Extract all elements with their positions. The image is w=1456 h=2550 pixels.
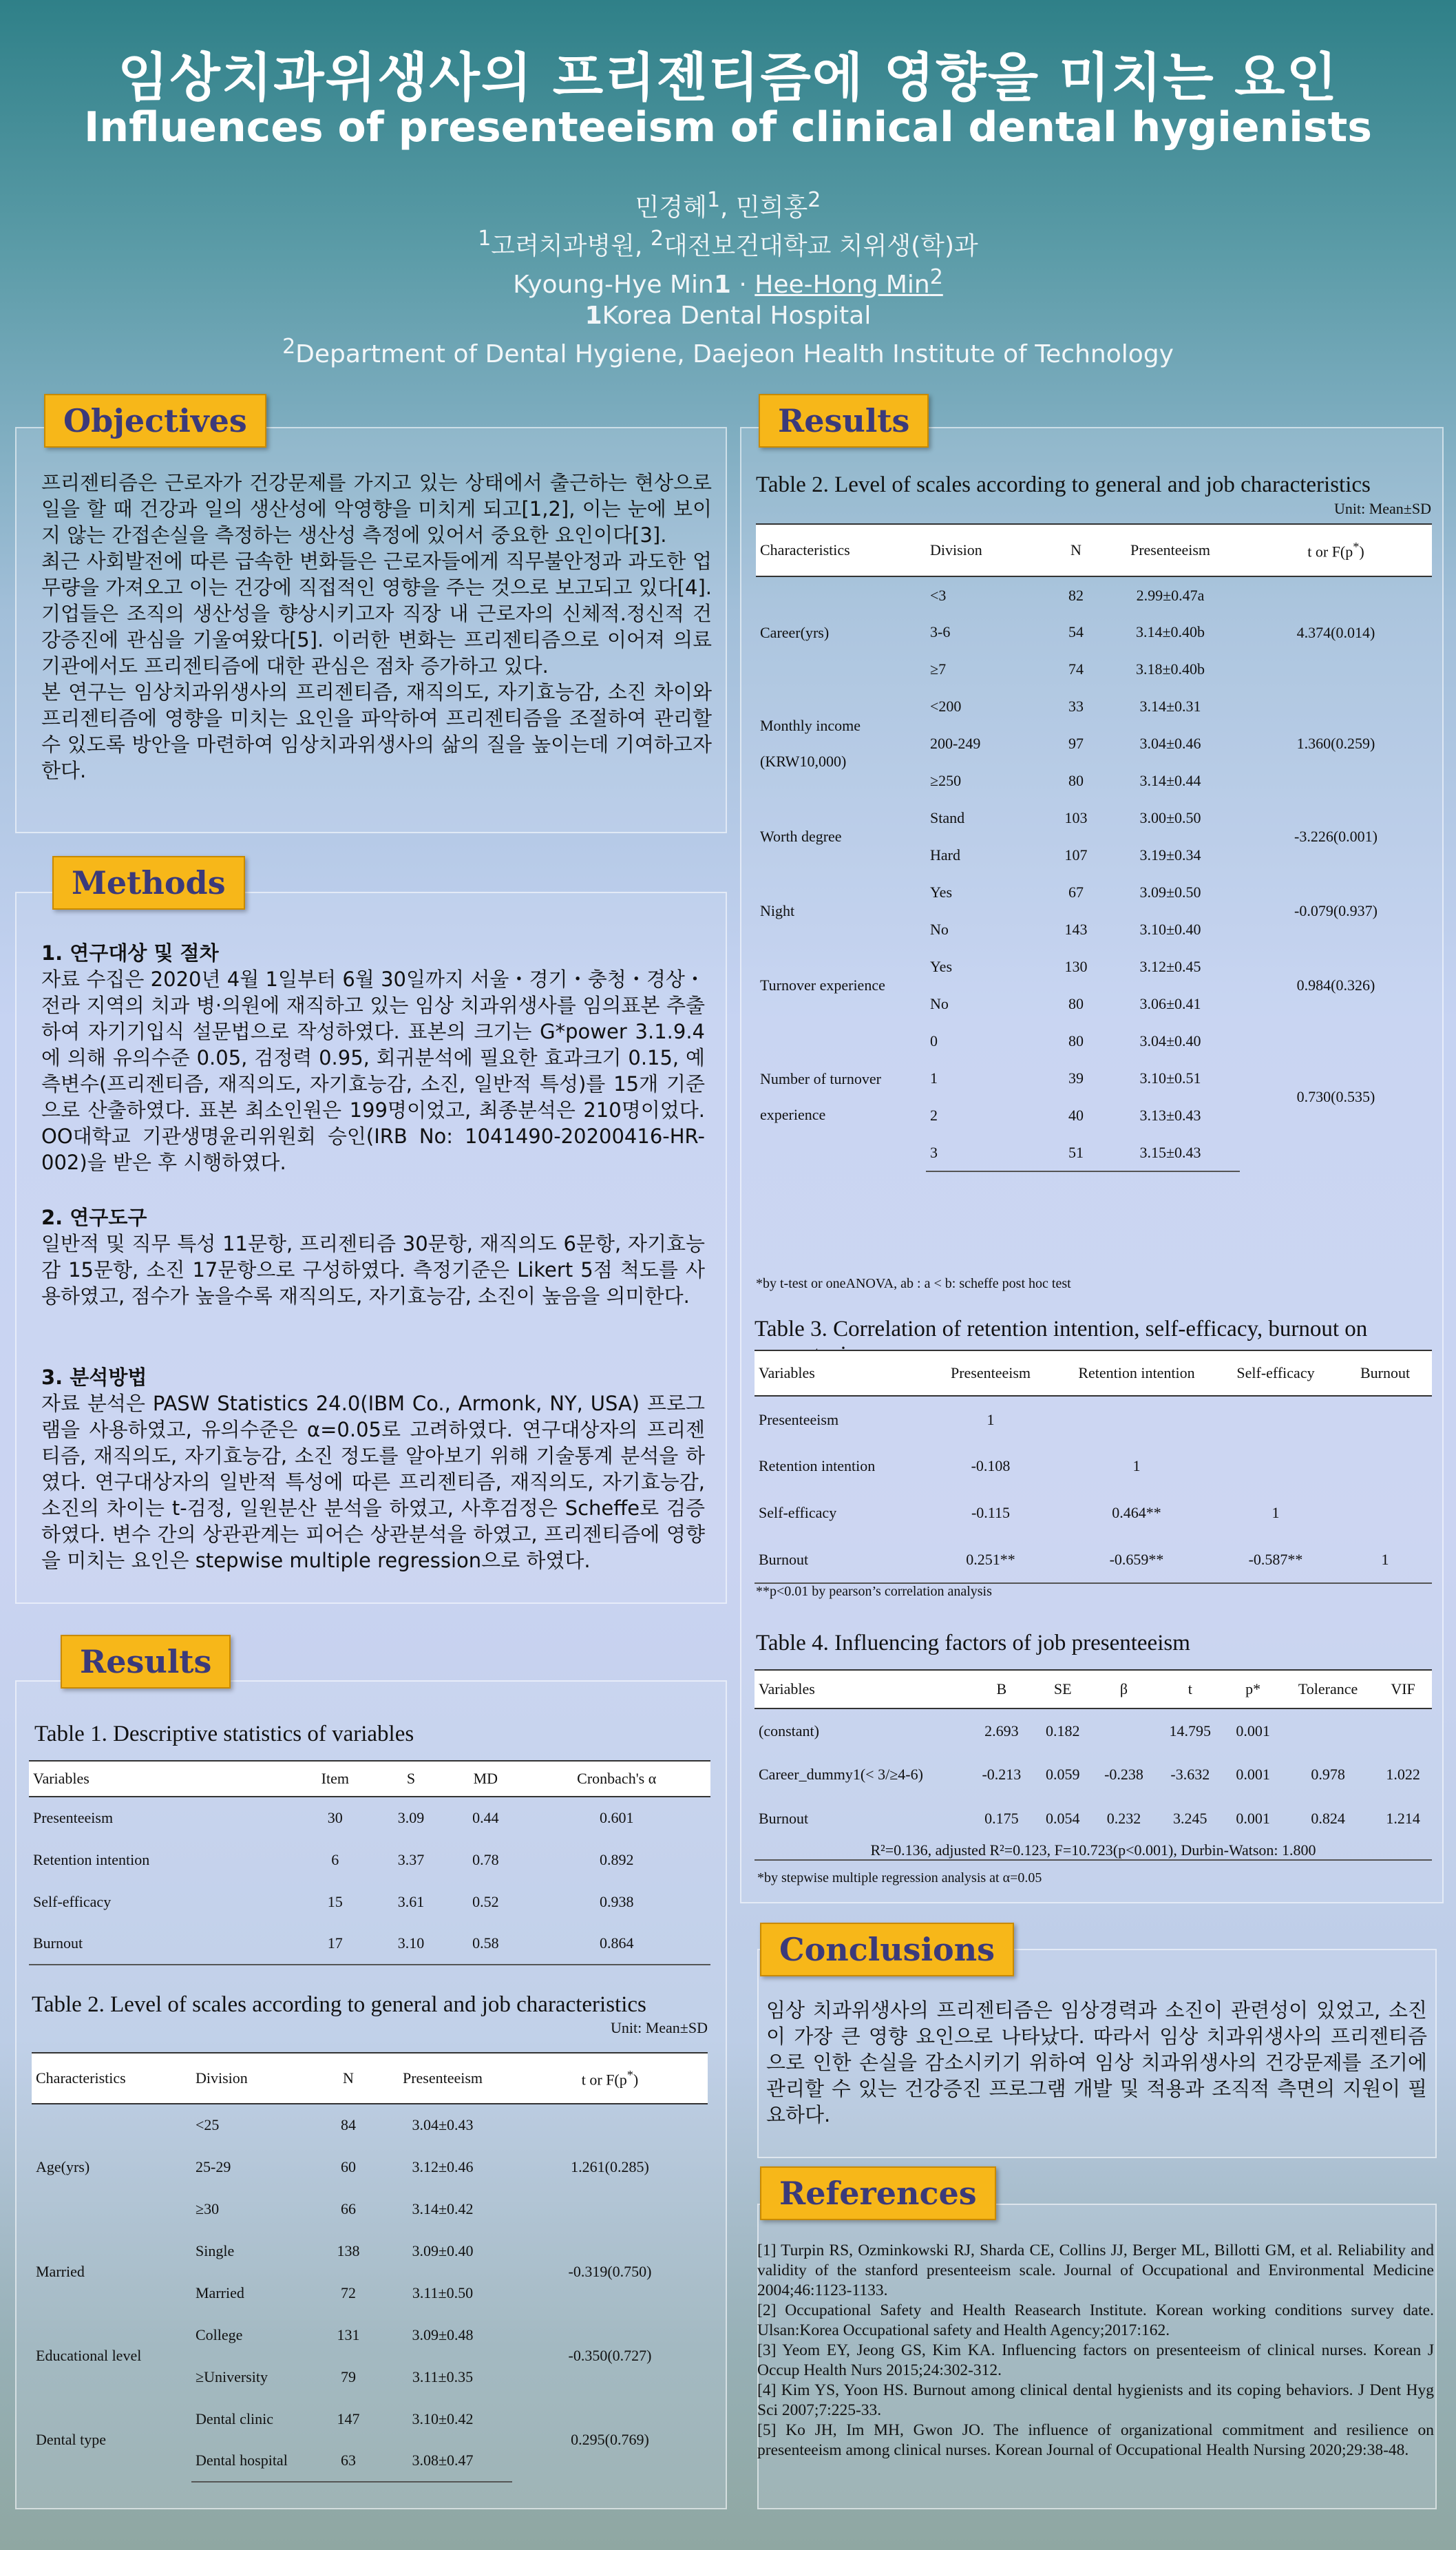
table3 — [755, 1350, 1432, 1584]
table-header-cell: Characteristics — [756, 524, 926, 576]
table-row: (constant) 2.693 0.182 14.795 0.001 — [759, 1722, 1270, 1739]
results-heading: Results — [61, 1635, 231, 1689]
table-row: Self-efficacy -0.115 0.464** 1 — [759, 1504, 1280, 1521]
poster-title-english: Influences of presenteeism of clinical dental hygienists — [84, 103, 1372, 151]
table-header-cell: MD — [448, 1761, 523, 1797]
table-row: Presenteeism 30 3.09 0.44 0.601 — [33, 1809, 634, 1826]
table-header-cell: p* — [1224, 1670, 1282, 1708]
table-row: ≥30 66 3.14±0.42 — [196, 2199, 474, 2217]
table-row: Number of turnover experience 0 80 3.04±0.40 0.730(0.535) — [760, 1032, 1375, 1123]
affiliation-english-2: $^2$Department of Dental Hygiene, Daejeon Health Institute of Technology — [282, 335, 1174, 368]
table4 — [755, 1669, 1432, 1861]
table-row: 2 40 3.13±0.43 — [930, 1107, 1201, 1124]
objectives-body — [41, 470, 712, 784]
table-row: Educational level College 131 3.09±0.48 -0.350(0.727) — [36, 2326, 652, 2364]
poster-title-korean: 임상치과위생사의 프리젠티즘에 영향을 미치는 요인 — [118, 47, 1338, 108]
table-header-cell: Variables — [755, 1670, 969, 1708]
methods-heading: Methods — [52, 856, 245, 910]
table-header-cell: Division — [926, 524, 1051, 576]
table-header-cell: Variables — [29, 1761, 297, 1797]
authors-english: Kyoung-Hye Min1 · Hee-Hong Min$^2$ — [513, 265, 943, 299]
table-row: Retention intention 6 3.37 0.78 0.892 — [33, 1850, 634, 1868]
affiliations-korean: $^1$고려치과병원, $^2$대전보건대학교 치위생(학)과 — [478, 227, 978, 260]
references-list — [757, 2241, 1434, 2460]
table1 — [29, 1760, 710, 1965]
table-row: Career(yrs) <3 82 2.99±0.47a 4.374(0.014) — [760, 586, 1375, 641]
table-header-cell: Presenteeism — [1101, 524, 1240, 576]
table-row: Retention intention -0.108 1 — [759, 1457, 1141, 1474]
table-row: Burnout 0.175 0.054 0.232 3.245 0.001 0.824 1.214 — [759, 1810, 1420, 1827]
affiliation-english-1: 1Korea Dental Hospital — [584, 302, 872, 330]
methods-section-body: 자료 수집은 2020년 4월 1일부터 6월 30일까지 서울・경기・충청・경상・전라 지역의 치과 병·의원에 재직하고 있는 임상 치과위생사를 임의표본 추출하여 자기기입식 설문법으로 작성하였다. 표본의 크기는 G*power 3.1.9.4에 의해 유의수준 0.05, 검정력 0.95, 회귀분석에 필요한 효과크기 0.15, 예측변수(프리젠티즘, 재직의도, 자기효능감, 소진, 일반적 특성)를 15개 기준으로 산출하였다. 표본 최소인원은 199명이었고, 최종분석은 210명이었다. OO대학교 기관생명윤리위원회 승인(IRB No: 1041490-20200416-HR-002)을 받은 후 시행하였다. — [41, 968, 705, 1174]
reference-item: [5] Ko JH, Im MH, Gwon JO. The influence of organizational commitment and resilience on presenteeism among clinical nurses. Korean Journal of Occupational Health Nursing 2020;29:38-48. — [757, 2421, 1434, 2459]
table-row: Age(yrs) <25 84 3.04±0.43 1.261(0.285) — [36, 2116, 649, 2175]
table-row: Married Single 138 3.09±0.40 -0.319(0.750) — [36, 2241, 652, 2280]
table-row: No 143 3.10±0.40 — [930, 921, 1201, 938]
table2-right-footnote: *by t-test or oneANOVA, ab : a < b: scheffe post hoc test — [756, 1276, 1071, 1291]
methods-section-title: 2. 연구도구 — [41, 1206, 147, 1229]
table-header-cell: VIF — [1374, 1670, 1432, 1708]
table-row: 1 39 3.10±0.51 — [930, 1069, 1201, 1087]
table-header-cell: Characteristics — [32, 2053, 191, 2104]
table-row: Turnover experience Yes 130 3.12±0.45 0.984(0.326) — [760, 958, 1375, 994]
table-header-cell: Tolerance — [1282, 1670, 1374, 1708]
references-heading: References — [760, 2166, 996, 2220]
table-header-cell: Division — [191, 2053, 324, 2104]
table-header-cell: t — [1156, 1670, 1224, 1708]
table2-right-unit: Unit: Mean±SD — [1333, 500, 1431, 517]
table-header-cell: N — [324, 2053, 373, 2104]
table-row: Dental hospital 63 3.08±0.47 — [32, 2440, 708, 2482]
table-row: No 80 3.06±0.41 — [930, 995, 1201, 1012]
table-row: Presenteeism 1 — [759, 1410, 995, 1428]
reference-item: [2] Occupational Safety and Health Reasearch Institute. Korean working conditions survey date. Ulsan:Korea Occupational safety and Health Agency;2017:162. — [757, 2301, 1434, 2339]
table-row: Hard 107 3.19±0.34 — [930, 846, 1201, 864]
table-header-cell: B — [969, 1670, 1034, 1708]
methods-body — [41, 940, 705, 1574]
table-header-cell: Retention intention — [1060, 1350, 1213, 1396]
table-header-cell: Self-efficacy — [1213, 1350, 1338, 1396]
table2-left-caption: Table 2. Level of scales according to general and job characteristics — [32, 1992, 646, 2017]
table-header-cell: t or F(p*) — [512, 2053, 708, 2104]
table-header-cell: β — [1092, 1670, 1157, 1708]
table4-caption: Table 4. Influencing factors of job presenteeism — [756, 1631, 1190, 1655]
table-row: Burnout 17 3.10 0.58 0.864 — [29, 1923, 710, 1965]
table-header-cell: t or F(p*) — [1240, 524, 1432, 576]
table-row — [755, 1841, 1432, 1860]
table-row: ≥250 80 3.14±0.44 — [930, 772, 1201, 789]
table-row: Worth degree Stand 103 3.00±0.50 -3.226(0.001) — [760, 809, 1378, 845]
table-row: Career_dummy1(< 3/≥4-6) -0.213 0.059 -0.238 -3.632 0.001 0.978 1.022 — [759, 1766, 1420, 1783]
table-header-cell: Variables — [755, 1350, 921, 1396]
objectives-paragraph: 본 연구는 임상치과위생사의 프리젠티즘, 재직의도, 자기효능감, 소진 차이와 프리젠티즘에 영향을 미치는 요인을 파악하여 프리젠티즘을 조절하여 관리할 수 있도록 방안을 마련하여 임상치과위생사의 삶의 질을 높이는데 기여하고자 한다. — [41, 680, 712, 782]
reference-item: [4] Kim YS, Yoon HS. Burnout among clinical dental hygienists and its coping behaviors. J Dent Hyg Sci 2007;7:225-33. — [757, 2381, 1434, 2419]
objectives-paragraph: 프리젠티즘은 근로자가 건강문제를 가지고 있는 상태에서 출근하는 현상으로 일을 할 때 건강과 일의 생산성에 악영향을 미치게 되고[1,2], 이는 눈에 보이지 않는 간접손실을 측정하는 생산성 측정에 있어서 중요한 요인이다[3]. — [41, 471, 712, 547]
authors-korean: 민경혜$^1$, 민희홍$^2$ — [635, 188, 821, 222]
objectives-paragraph: 최근 사회발전에 따른 급속한 변화들은 근로자들에게 직무불안정과 과도한 업무량을 가져오고 이는 건강에 직접적인 영향을 주는 것으로 보고되고 있다[4]. 기업들은 조직의 생산성을 향상시키고자 직장 내 근로자의 신체적.정신적 건강증진에 관심을 기울여왔다[5]. 이러한 변화는 프리젠티즘으로 이어져 의료기관에서도 프리젠티즘에 대한 관심은 점차 증가하고 있다. — [41, 550, 712, 678]
table3-caption: Table 3. Correlation of retention intention, self-efficacy, burnout on presenteeism — [755, 1317, 1368, 1367]
table-row: 25-29 60 3.12±0.46 — [196, 2157, 474, 2175]
reference-item: [3] Yeom EY, Jeong GS, Kim KA. Influencing factors on presenteeism of clinical nurses. Korean J Occup Health Nurs 2015;24:302-312. — [757, 2341, 1434, 2379]
results-heading: Results — [759, 394, 929, 448]
objectives-heading: Objectives — [44, 394, 266, 448]
table-row: ≥University 79 3.11±0.35 — [196, 2368, 474, 2385]
table-header-cell: Burnout — [1338, 1350, 1432, 1396]
table4-footnote: *by stepwise multiple regression analysis at α=0.05 — [757, 1870, 1042, 1885]
table-row: Night Yes 67 3.09±0.50 -0.079(0.937) — [760, 884, 1378, 919]
table-header-cell: S — [374, 1761, 448, 1797]
table2-left — [32, 2052, 708, 2483]
conclusions-body: 임상 치과위생사의 프리젠티즘은 임상경력과 소진이 관련성이 있었고, 소진이 가장 큰 영향 요인으로 나타났다. 따라서 임상 치과위생사의 프리젠티즘으로 인한 손실을 감소시키기 위하여 임상 치과위생사의 건강문제를 조기에 관리할 수 있는 건강증진 프로그램 개발 및 적용과 조직적 측면의 지원이 필요하다. — [766, 1998, 1427, 2126]
methods-section-title: 3. 분석방법 — [41, 1366, 147, 1389]
table2-right-caption: Table 2. Level of scales according to general and job characteristics — [756, 472, 1371, 497]
table-row: ≥7 74 3.18±0.40b — [930, 660, 1205, 678]
author-block — [0, 185, 1456, 370]
table4-summary: R²=0.136, adjusted R²=0.123, F=10.723(p<0.001), Durbin-Watson: 1.800 — [755, 1841, 1432, 1860]
conclusions-heading: Conclusions — [760, 1923, 1014, 1976]
table2-right — [756, 523, 1432, 1172]
reference-item: [1] Turpin RS, Ozminkowski RJ, Sharda CE, Collins JJ, Berger ML, Billotti GM, et al. Reliability and validity of the stanford presenteeism scale. Journal of Occupational and Environmental Medicine 2004;46:1123-1133. — [757, 2241, 1434, 2299]
table-row: Burnout 0.251** -0.659** -0.587** 1 — [755, 1536, 1432, 1583]
table-header-cell: Presenteeism — [373, 2053, 512, 2104]
table-row: 3-6 54 3.14±0.40b — [930, 623, 1205, 640]
table-row: Self-efficacy 15 3.61 0.52 0.938 — [33, 1892, 634, 1910]
table-row: Dental type Dental clinic 147 3.10±0.42 0.295(0.769) — [36, 2410, 649, 2448]
methods-section-body: 일반적 및 직무 특성 11문항, 프리젠티즘 30문항, 재직의도 6문항, 자기효능감 15문항, 소진 17문항으로 구성하였다. 측정기준은 Likert 5점 척도를 사용하였고, 점수가 높을수록 재직의도, 자기효능감, 소진이 높음을 의미한다. — [41, 1232, 705, 1308]
table2-left-unit: Unit: Mean±SD — [610, 2019, 708, 2036]
methods-section-title: 1. 연구대상 및 절차 — [41, 941, 219, 965]
table-row: 3 51 3.15±0.43 — [756, 1134, 1432, 1171]
table-row: Married 72 3.11±0.50 — [196, 2283, 474, 2301]
table-header-cell: Cronbach's α — [523, 1761, 710, 1797]
table-row: Monthly income (KRW10,000) <200 33 3.14±0.31 1.360(0.259) — [760, 698, 1375, 770]
table-header-cell: Presenteeism — [921, 1350, 1060, 1396]
table-header-cell: N — [1051, 524, 1101, 576]
table1-caption: Table 1. Descriptive statistics of variables — [34, 1722, 414, 1746]
methods-section-body: 자료 분석은 PASW Statistics 24.0(IBM Co., Armonk, NY, USA) 프로그램을 사용하였고, 유의수준은 α=0.05로 고려하였다. 연구대상자의 프리젠티즘, 재직의도, 자기효능감, 소진 정도를 알아보기 위해 기술통계 분석을 하였다. 연구대상자의 일반적 특성에 따른 프리젠티즘, 재직의도, 자기효능감, 소진의 차이는 t-검정, 일원분산 분석을 하였고, 사후검정은 Scheffe로 검증하였다. 변수 간의 상관관계는 피어슨 상관분석을 하였고, 프리젠티즘에 영향을 미치는 요인은 stepwise multiple regression으로 하였다. — [41, 1392, 705, 1572]
table-header-cell: Item — [297, 1761, 374, 1797]
table-row: 200-249 97 3.04±0.46 — [930, 735, 1201, 752]
table-header-cell: SE — [1034, 1670, 1092, 1708]
table3-footnote: **p<0.01 by pearson’s correlation analysis — [756, 1584, 992, 1599]
